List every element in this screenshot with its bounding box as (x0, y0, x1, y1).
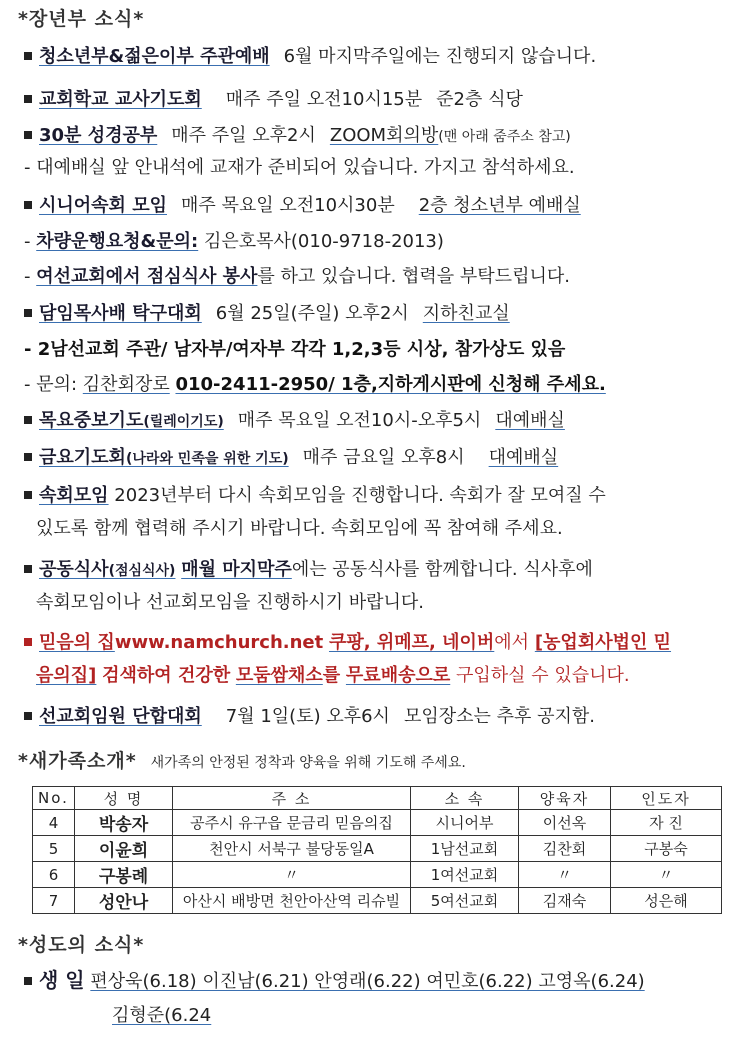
contact-name: 김찬회장로 (82, 374, 170, 395)
cell-no: 4 (33, 810, 75, 836)
item-text: 매주 금요일 오후8시 (302, 447, 465, 468)
cell-guide: 구봉숙 (611, 836, 722, 862)
col-header: No. (33, 787, 75, 810)
col-header: 양육자 (519, 787, 611, 810)
item-place: 대예배실 (488, 447, 559, 468)
birthday-list: 편상욱(6.18) 이진남(6.21) 안영래(6.22) 여민호(6.22) 고영옥(6.24) (90, 971, 645, 992)
item-title-small: (나라와 민족을 위한 기도) (125, 451, 289, 467)
item-title: 교회학교 교사기도회 (39, 89, 202, 110)
bullet-icon (24, 977, 32, 985)
cell-name: 성안나 (75, 888, 173, 914)
contact-phone: 010-2411-2950/ 1층,지하게시판에 신청해 주세요. (175, 374, 606, 395)
item-text: 6월 마지막주일에는 진행되지 않습니다. (283, 46, 597, 67)
birthday-line (22, 967, 645, 995)
cell-group: 1남선교회 (411, 836, 519, 862)
item-place: 지하친교실 (422, 303, 510, 324)
bullet-icon (24, 131, 32, 139)
cell-group: 시니어부 (411, 810, 519, 836)
cell-address: 아산시 배방면 천안아산역 리슈빌 (173, 888, 411, 914)
item-title: 청소년부&젊은이부 주관예배 (39, 46, 270, 67)
item-title: 시니어속회 모임 (39, 195, 167, 216)
cell-name: 이윤희 (75, 836, 173, 862)
cell-address: 천안시 서북구 불당동일A (173, 836, 411, 862)
item-bold: 매월 마지막주 (181, 559, 292, 580)
new-family-table (32, 786, 722, 914)
item-text: 매주 주일 오전10시15분 (225, 89, 423, 110)
item-title-small: (릴레이기도) (143, 414, 224, 430)
teacher-prayer-item (22, 87, 523, 113)
cell-guide: 〃 (611, 862, 722, 888)
item-title: 속회모임 (39, 485, 109, 506)
table-row (33, 836, 722, 862)
sub-text: 김은호목사(010-9718-2013) (203, 231, 444, 252)
pingpong-sub2: - 문의: 김찬회장로 010-2411-2950/ 1층,지하게시판에 신청해 주세요. (24, 374, 606, 395)
item-text: 7월 1일(토) 오후6시 (225, 706, 390, 727)
new-family-title: *새가족소개* (18, 750, 137, 772)
site-url: www.namchurch.net (114, 632, 324, 653)
bullet-icon (24, 309, 32, 317)
cell-no: 7 (33, 888, 75, 914)
cell-mentor: 김찬회 (519, 836, 611, 862)
cell-group: 1여선교회 (411, 862, 519, 888)
bullet-icon (24, 52, 32, 60)
cell-meeting-item (22, 483, 606, 509)
cell-meeting-line2: 있도록 함께 협력해 주시기 바랍니다. 속회모임에 꼭 참여해 주세요. (36, 518, 563, 539)
table-header-row (33, 787, 722, 810)
bullet-icon (24, 638, 32, 646)
col-header: 주 소 (173, 787, 411, 810)
sub-bold: 여선교회에서 점심식사 봉사 (36, 266, 258, 287)
item-text: 에는 공동식사를 함께합니다. 식사후에 (291, 559, 593, 580)
item-text: 매주 목요일 오전10시-오후5시 (237, 410, 482, 431)
cell-mentor: 이선옥 (519, 810, 611, 836)
col-header: 인도자 (611, 787, 722, 810)
item-title-small: (점심식사) (108, 563, 176, 579)
mission-rally-item (22, 704, 595, 730)
bullet-icon (24, 453, 32, 461)
friday-prayer-item (22, 445, 558, 472)
cell-no: 6 (33, 862, 75, 888)
table-row (33, 862, 722, 888)
birthday-label: 생 일 (39, 968, 85, 992)
item-title: 30분 성경공부 (39, 125, 158, 146)
cell-name: 구봉례 (75, 862, 173, 888)
bullet-icon (24, 416, 32, 424)
new-family-note: 새가족의 안정된 정착과 양육을 위해 기도해 주세요. (150, 755, 466, 771)
thursday-prayer-item (22, 408, 565, 435)
item-text: 매주 목요일 오전10시30분 (180, 195, 395, 216)
common-meal-line2: 속회모임이나 선교회모임을 진행하시기 바랍니다. (36, 592, 425, 613)
item-place: 준2층 식당 (436, 89, 523, 110)
birthday-list-cont: 김형준(6.24 (112, 1005, 212, 1026)
col-header: 성 명 (75, 787, 173, 810)
senior-meeting-sub2: - 여선교회에서 점심식사 봉사를 하고 있습니다. 협력을 부탁드립니다. (24, 266, 570, 287)
bible-study-item (22, 123, 571, 150)
bible-study-sub: - 대예배실 앞 안내석에 교재가 준비되어 있습니다. 가지고 참석하세요. (24, 157, 575, 178)
bracket-name: [농업회사법인 믿 (534, 632, 672, 653)
shops: 쿠팡, 위메프, 네이버 (328, 632, 495, 653)
item-title: 믿음의 집 (39, 632, 115, 653)
item-date: 6월 25일(주일) 오후2시 (215, 303, 409, 324)
senior-meeting-sub1: - 차량운행요청&문의: 김은호목사(010-9718-2013) (24, 231, 444, 252)
item-place: 2층 청소년부 예배실 (418, 195, 581, 216)
common-meal-item (22, 557, 593, 584)
item-title: 금요기도회 (39, 447, 126, 468)
cell-guide: 자 진 (611, 810, 722, 836)
item-place: 대예배실 (495, 410, 565, 431)
bullet-icon (24, 712, 32, 720)
item-title: 공동식사 (39, 559, 109, 580)
cell-name: 박송자 (75, 810, 173, 836)
col-header: 소 속 (411, 787, 519, 810)
pingpong-item (22, 301, 510, 327)
item-title: 목요중보기도 (39, 410, 144, 431)
members-news-title: *성도의 소식* (18, 934, 145, 956)
table-row (33, 888, 722, 914)
cell-guide: 성은해 (611, 888, 722, 914)
youth-worship-item (22, 44, 596, 70)
cell-no: 5 (33, 836, 75, 862)
sub-label: 차량운행요청&문의: (36, 231, 199, 252)
faith-house-item: 믿음의 집www.namchurch.net 쿠팡, 위메프, 네이버에서 [농업회사법인 믿 (22, 630, 671, 656)
item-title: 선교회임원 단합대회 (39, 706, 202, 727)
senior-news-title: *장년부 소식* (18, 8, 145, 30)
bullet-icon (24, 491, 32, 499)
zoom-note: (맨 아래 줌주소 참고) (438, 129, 571, 145)
faith-house-line2: 음의집] 검색하여 건강한 모둠쌈채소를 무료배송으로 구입하실 수 있습니다. (36, 665, 630, 686)
pingpong-sub1: - 2남선교회 주관/ 남자부/여자부 각각 1,2,3등 시상, 참가상도 있음 (24, 339, 566, 360)
bullet-icon (24, 201, 32, 209)
cell-mentor: 김재숙 (519, 888, 611, 914)
cell-group: 5여선교회 (411, 888, 519, 914)
bullet-icon (24, 95, 32, 103)
bullet-icon (24, 565, 32, 573)
item-text: 2023년부터 다시 속회모임을 진행합니다. 속회가 잘 모여질 수 (114, 485, 606, 506)
senior-meeting-item (22, 193, 581, 219)
new-family-heading (18, 748, 466, 776)
cell-mentor: 〃 (519, 862, 611, 888)
zoom-room: ZOOM회의방 (329, 125, 439, 146)
cell-address: 〃 (173, 862, 411, 888)
item-title: 담임목사배 탁구대회 (39, 303, 202, 324)
birthday-line2 (112, 1003, 211, 1029)
table-row (33, 810, 722, 836)
sub-text: 를 하고 있습니다. 협력을 부탁드립니다. (257, 266, 570, 287)
item-place: 모임장소는 추후 공지함. (403, 706, 595, 727)
item-text: 매주 주일 오후2시 (171, 125, 316, 146)
cell-address: 공주시 유구읍 문금리 믿음의집 (173, 810, 411, 836)
